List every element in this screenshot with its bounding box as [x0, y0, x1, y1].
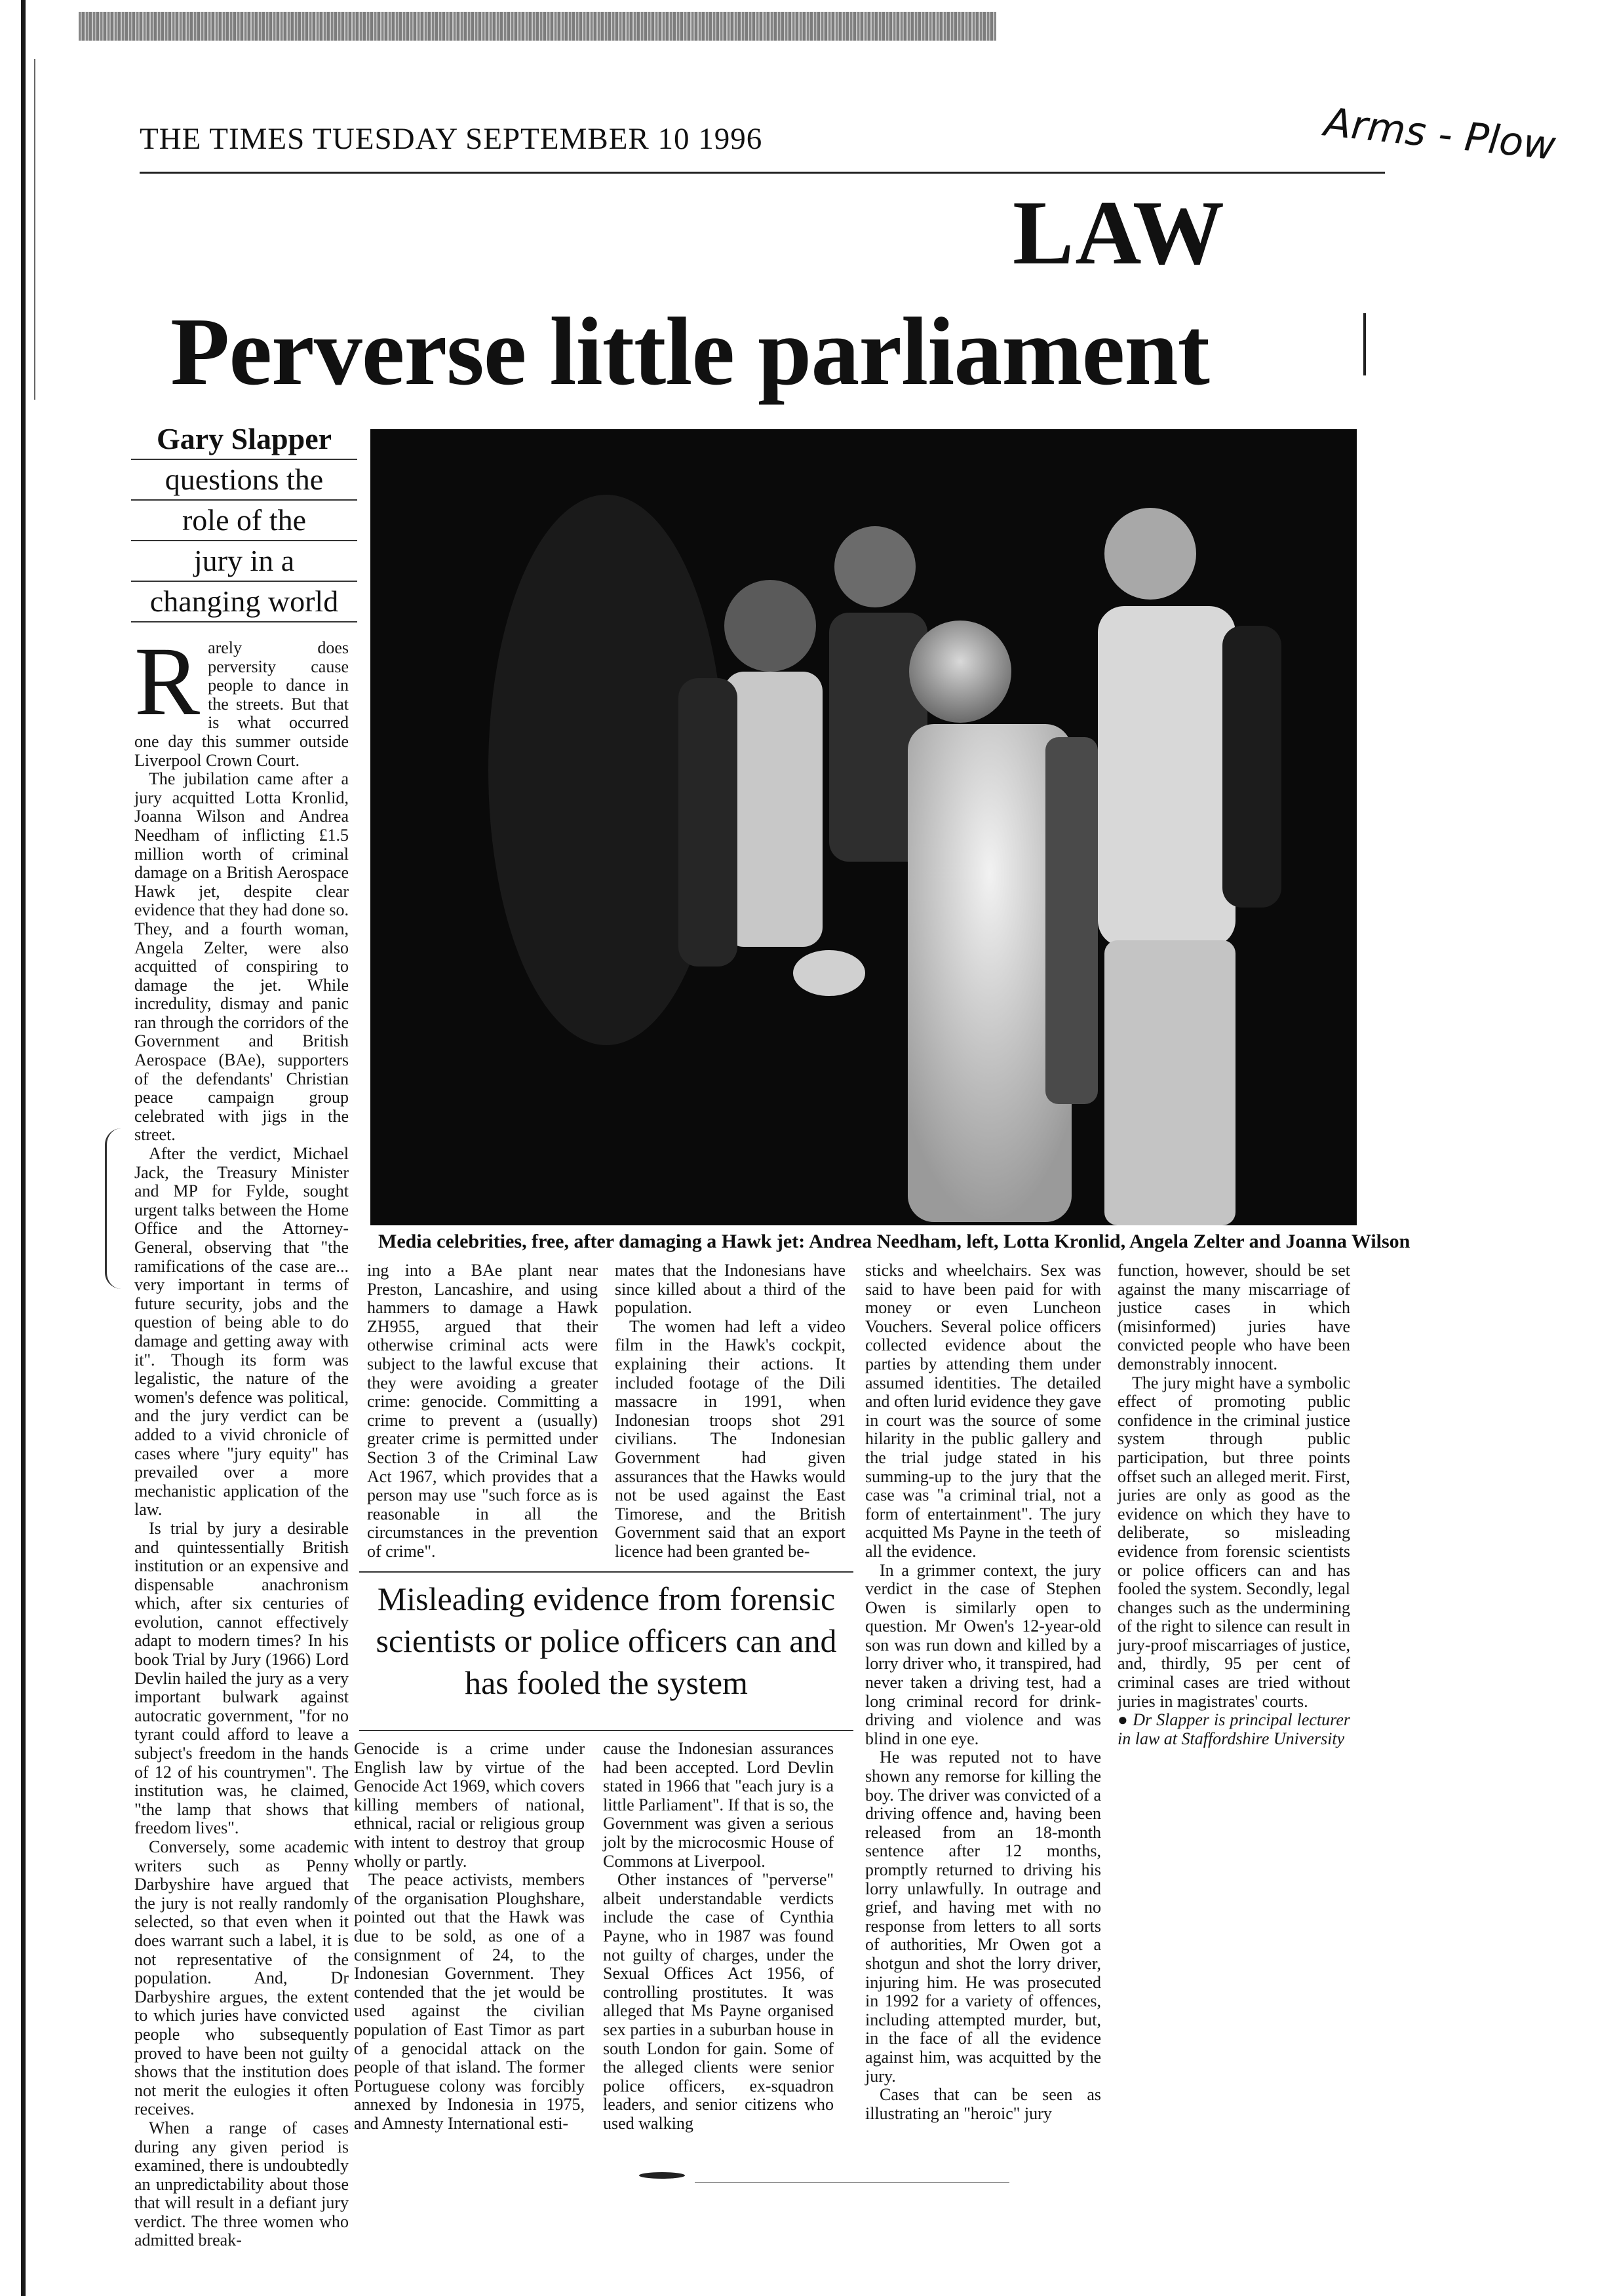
news-photo: [370, 429, 1357, 1225]
article-column-5: [1118, 1261, 1350, 1748]
headline-bar: [1363, 313, 1366, 375]
paragraph: cause the Indonesian assurances had been accepted. Lord Devlin stated in 1966 that "each jury is a little Parliament". If that is so, the Government was given a serious jolt by the microcosmic House of Commons at Liverpool.: [603, 1739, 834, 1871]
article-column-1: [134, 627, 349, 2250]
scan-edge-rule: [21, 0, 26, 2296]
article-column-3-bottom: [603, 1740, 834, 2133]
paragraph: He was reputed not to have shown any remorse for killing the boy. The driver was convicted of a driving offence and, having been released from an 18-month sentence after 12 months, promptly returned to driving his lorry unlawfully. In outrage and grief, and having met with no response from letters to all sorts of authorities, Mr Owen got a shotgun and shot the lorry driver, injuring him. He was prosecuted in 1992 for a variety of offences, including attempted murder, but, in the face of all the evidence against him, was acquitted by the jury.: [865, 1748, 1101, 2086]
paragraph: In a grimmer context, the jury verdict in the case of Stephen Owen is similarly open to question. Mr Owen's 12-year-old son was run down and killed by a lorry driver who, it transpired, had never taken a driving test, had a long criminal record for drink-driving and violence and was blind in one eye.: [865, 1560, 1101, 1748]
masthead: THE TIMES TUESDAY SEPTEMBER 10 1996: [140, 122, 763, 156]
pull-quote-rule: [359, 1730, 853, 1731]
dropcap: R: [134, 627, 201, 736]
paragraph: ing into a BAe plant near Preston, Lancashire, and using hammers to damage a Hawk ZH955, argued that their otherwise criminal acts were subject to the lawful excuse that they were avoiding a greater crime: genocide. Committing a crime to prevent a (usually) greater crime is permitted under Section 3 of the Criminal Law Act 1967, which provides that a person may use "such force as is reasonable in all the circumstances in the prevention of crime".: [367, 1261, 598, 1561]
paragraph: Conversely, some academic writers such as Penny Darbyshire have argued that the jury is not really randomly selected, so that even when it does warrant such a label, it is not representative of the population. And, Dr Darbyshire argues, the extent to which juries have convicted people who subsequently proved to have been not guilty shows that the institution does not merit the eulogies it often receives.: [134, 1837, 349, 2119]
standfirst-line: jury in a: [131, 541, 357, 582]
footer-mark: [639, 2172, 685, 2179]
section-title: LAW: [1013, 182, 1226, 284]
paragraph: Genocide is a crime under English law by virtue of the Genocide Act 1969, which covers killing members of national, ethnical, racial or religious group with intent to destroy that group wholly or partly.: [354, 1739, 585, 1871]
paragraph: mates that the Indonesians have since killed about a third of the population.: [615, 1261, 846, 1318]
photo-illustration: [370, 429, 1357, 1225]
margin-brace-mark: [105, 1128, 121, 1289]
scan-edge-mark: [34, 59, 35, 400]
standfirst: [131, 419, 357, 622]
masthead-rule: [140, 172, 1385, 174]
pull-quote: Misleading evidence from forensic scientists or police officers can and has fooled the system: [376, 1580, 837, 1701]
footer-rule: [695, 2182, 1009, 2183]
paragraph: function, however, should be set against the many miscarriage of justice cases in which (misinformed) juries have convicted people who have been demonstrably innocent.: [1118, 1261, 1350, 1373]
standfirst-line: changing world: [131, 582, 357, 622]
paragraph: The jubilation came after a jury acquitted Lotta Kronlid, Joanna Wilson and Andrea Needham of inflicting £1.5 million worth of criminal damage on a British Aerospace Hawk jet, despite clear evidence that they had done so. They, and a fourth woman, Angela Zelter, were also acquitted of conspiring to damage the jet. While incredulity, dismay and panic ran through the corridors of the Government and British Aerospace (BAe), supporters of the defendants' Christian peace campaign group celebrated with jigs in the street.: [134, 769, 349, 1145]
article-column-4: [865, 1261, 1101, 2123]
standfirst-line: questions the: [131, 460, 357, 501]
paragraph: The jury might have a symbolic effect of promoting public confidence in the criminal justice system through public participation, but three points offset such an alleged merit. First, juries are only as good as the evidence on which they have to deliberate, so misleading evidence from forensic scientists or police officers can and has fooled the system. Secondly, legal changes such as the undermining of the right to silence can result in jury-proof miscarriages of justice, and, thirdly, 95 per cent of criminal cases are tried without juries in magistrates' courts.: [1118, 1373, 1351, 1711]
pull-quote-rule: [359, 1571, 853, 1573]
photo-caption: Media celebrities, free, after damaging a Hawk jet: Andrea Needham, left, Lotta Kronlid, Angela Zelter and Joanna Wilson: [378, 1231, 1411, 1252]
handwritten-note: Arms - Plow: [1322, 99, 1558, 170]
article-column-2-top: [367, 1261, 598, 1561]
paragraph: The women had left a video film in the Hawk's cockpit, explaining their actions. It included footage of the Dili massacre in 1991, when Indonesian troops shot 291 civilians. The Indonesian Government had given assurances that the Hawks would not be used against the East Timorese, and the British Government said that an export licence had been granted be-: [615, 1316, 846, 1561]
paragraph: When a range of cases during any given period is examined, there is undoubtedly an unpredictability about those that will result in a defiant jury verdict. The three women who admitted break-: [134, 2118, 349, 2250]
byline-author: Gary Slapper: [131, 419, 357, 460]
paragraph: After the verdict, Michael Jack, the Treasury Minister and MP for Fylde, sought urgent talks between the Home Office and the Attorney-General, observing that "the ramifications of the case are... very important in terms of future security, jobs and the question of being able to do damage and getting away with it". Though its form was legalistic, the nature of the women's defence was political, and the jury verdict can be added to a vivid chronicle of cases where "jury equity" has prevailed over a more mechanistic application of the law.: [134, 1144, 349, 1520]
headline: Perverse little parliament: [170, 298, 1209, 406]
paragraph: Rarely does perversity cause people to dance in the streets. But that is what occurred one day this summer outside Liverpool Crown Court.: [134, 627, 349, 770]
paragraph: sticks and wheelchairs. Sex was said to have been paid for with money or even Luncheon Vouchers. Several police officers collected evidence about the parties by attending them under assumed identities. The detailed and often lurid evidence they gave in court was the source of some hilarity in the public gallery and the trial judge stated in his summing-up to the jury that the case was "a criminal trial, not a form of entertainment". The jury acquitted Ms Payne in the teeth of all the evidence.: [865, 1261, 1101, 1561]
paragraph: Is trial by jury a desirable and quintessentially British institution or an expensive and dispensable anachronism which, after six centuries of evolution, cannot effectively adapt to modern times? In his book Trial by Jury (1966) Lord Devlin hailed the jury as a very important bulwark against autocratic government, "for no tyrant could afford to leave a subject's freedom in the hands of 12 of his countrymen". The institution was, he claimed, "the lamp that shows that freedom lives".: [134, 1518, 349, 1838]
paragraph: Cases that can be seen as illustrating an "heroic" jury: [865, 2085, 1101, 2123]
article-column-3-top: [615, 1261, 846, 1561]
article-column-2-bottom: [354, 1740, 585, 2133]
scan-artifact-top: [79, 12, 996, 41]
author-bio: ● Dr Slapper is principal lecturer in law at Staffordshire University: [1118, 1710, 1350, 1748]
paragraph: Other instances of "perverse" albeit understandable verdicts include the case of Cynthia Payne, who in 1987 was found not guilty of charges, under the Sexual Offices Act 1956, of controlling prostitutes. It was alleged that Ms Payne organised sex parties in a suburban house in south London for gain. Some of the alleged clients were senior police officers, ex-squadron leaders, and senior citizens who used walking: [603, 1870, 834, 2133]
standfirst-line: role of the: [131, 501, 357, 541]
paragraph: The peace activists, members of the organisation Ploughshare, pointed out that the Hawk was due to be sold, as one of a consignment of 24, to the Indonesian Government. They contended that the jet would be used against the civilian population of East Timor as part of a genocidal attack on the people of that island. The former Portuguese colony was forcibly annexed by Indonesia in 1975, and Amnesty International esti-: [354, 1870, 585, 2133]
